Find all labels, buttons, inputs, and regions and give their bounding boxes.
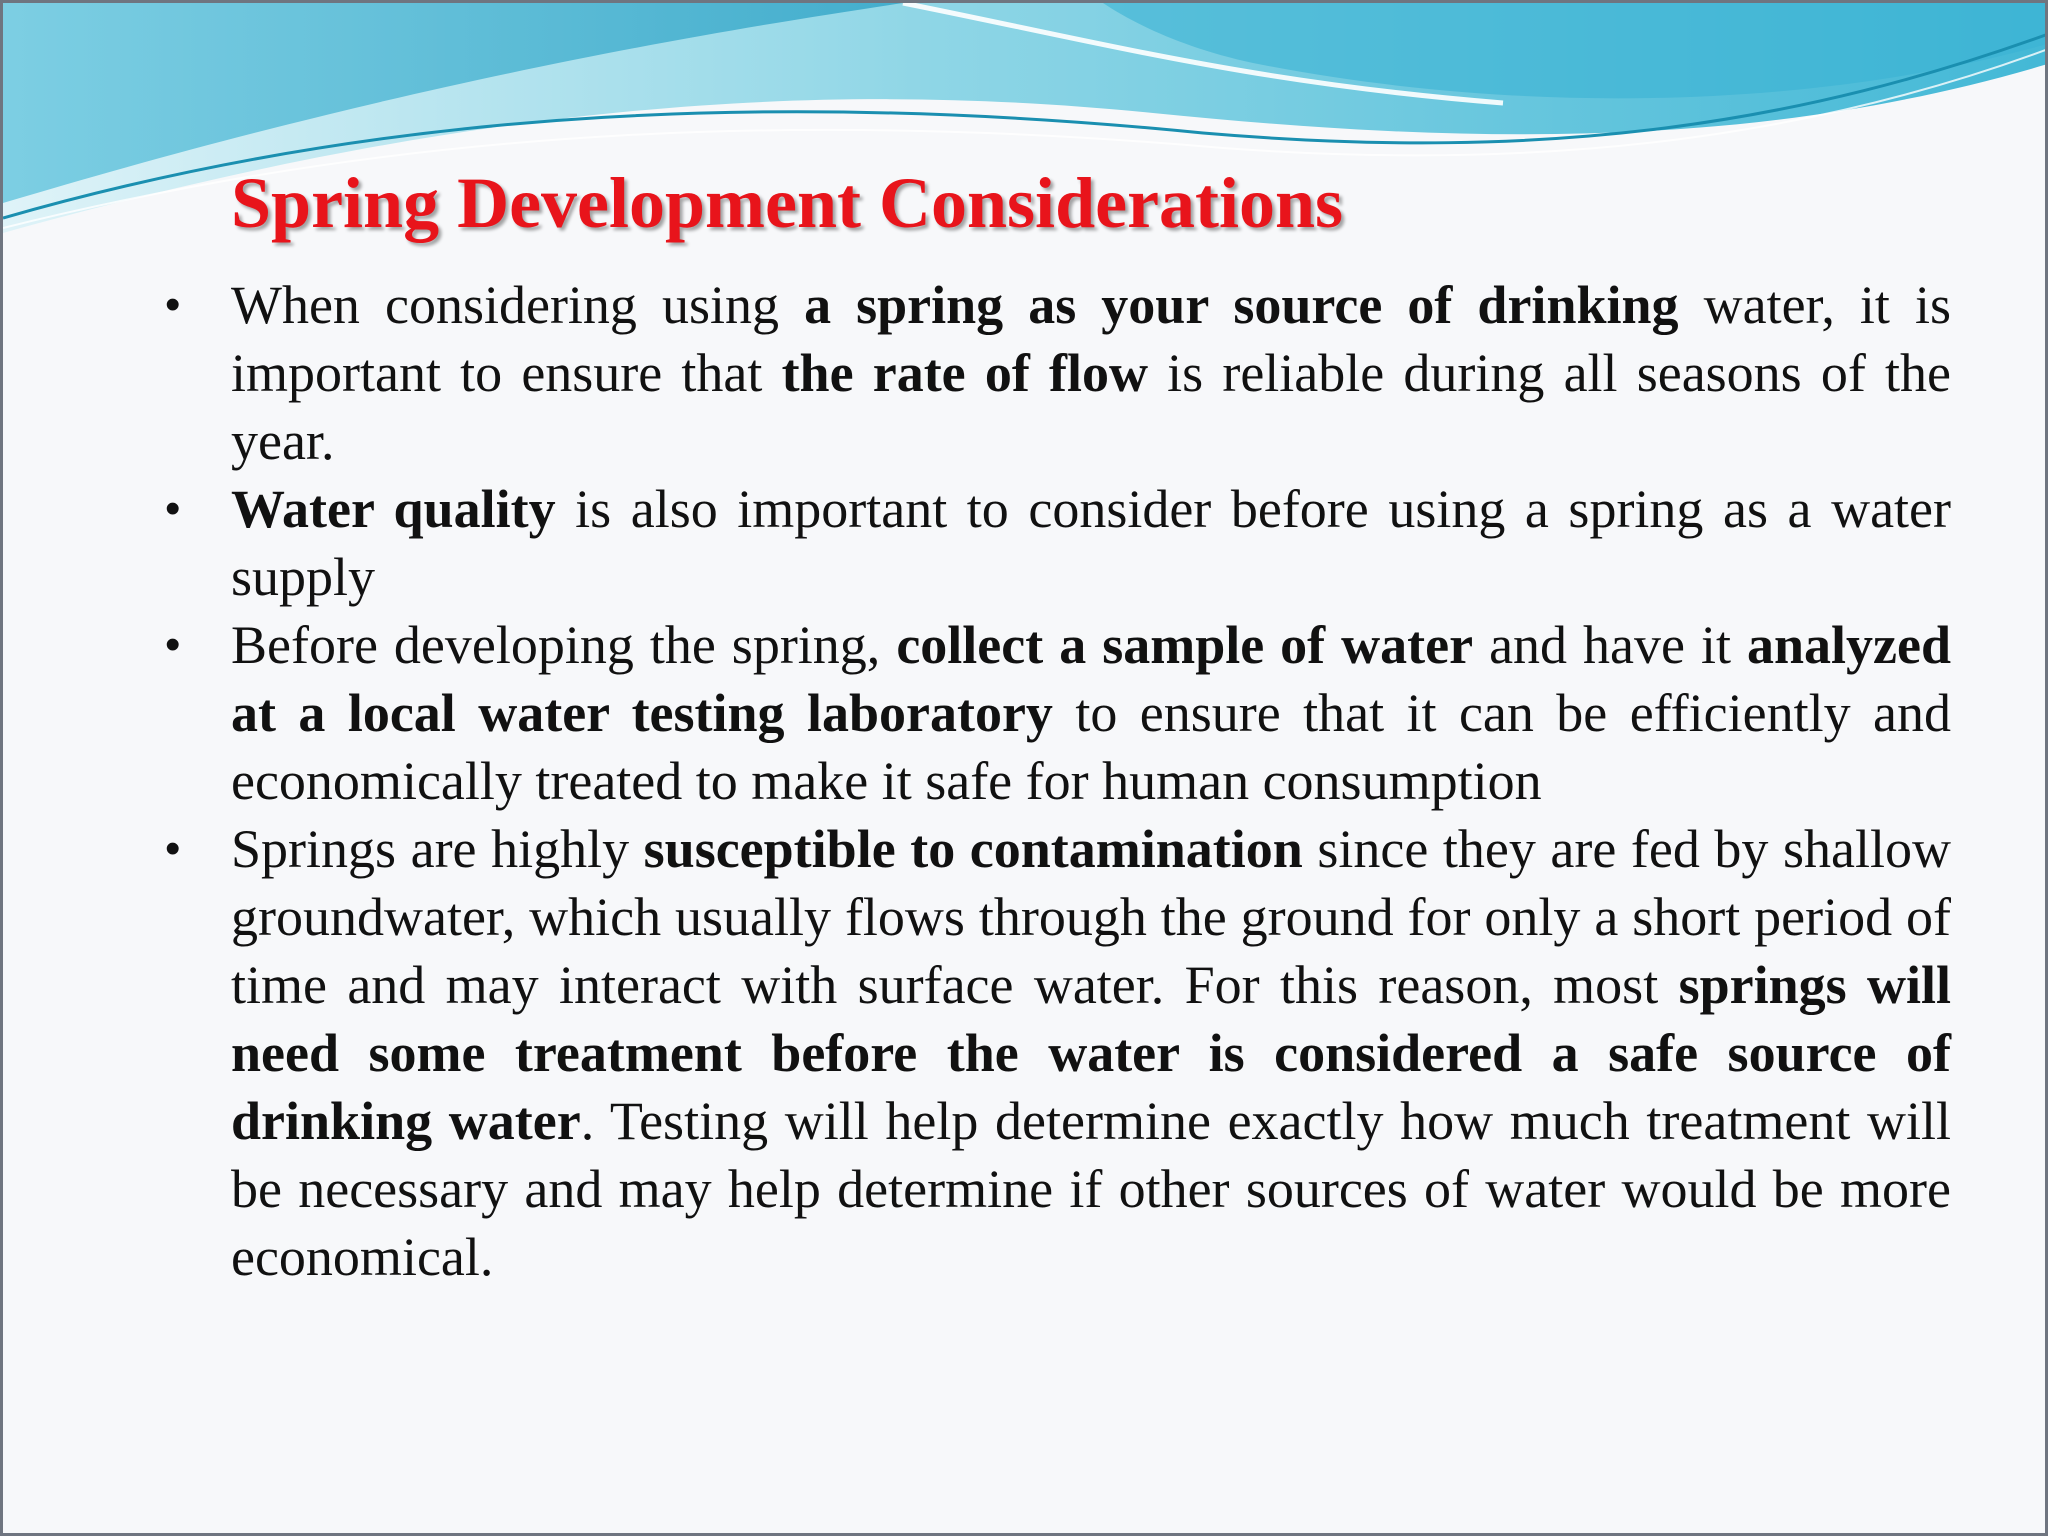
bullet-bold-text: Water quality — [231, 479, 556, 539]
bullet-text: is also important to consider before using a spring as a water supply — [231, 479, 1951, 607]
bullet-text: and have it — [1473, 615, 1747, 675]
bullet-bold-text: a spring as your source of drinking — [804, 275, 1679, 335]
bullet-dot: • — [165, 620, 181, 669]
bullet-text: to ensure that it can be efficiently and economically treated to make it safe for human consumption — [231, 683, 1951, 811]
bullet-item-3 — [165, 611, 1951, 815]
bullet-item-1 — [165, 271, 1951, 475]
bullet-text: is reliable during all seasons of the year. — [231, 343, 1951, 471]
bullet-bold-text: collect a sample of water — [896, 615, 1474, 675]
bullet-dot: • — [165, 824, 181, 873]
bullet-item-2 — [165, 475, 1951, 611]
bullet-item-4 — [165, 815, 1951, 1291]
bullet-text: Before developing the spring, — [231, 615, 897, 675]
bullet-list — [165, 271, 1951, 1291]
slide-title: Spring Development Considerations — [231, 163, 1344, 243]
bullet-text: . Testing will help determine exactly how much treatment will be necessary and may help determine if other sources of water would be more economical. — [231, 1091, 1951, 1287]
bullet-bold-text: analyzed at a local water testing laboratory — [231, 615, 1951, 743]
bullet-bold-text: the rate of flow — [781, 343, 1148, 403]
bullet-bold-text: springs will need some treatment before the water is considered a safe source of drinking water — [231, 955, 1951, 1151]
bullet-dot: • — [165, 280, 181, 329]
bullet-text: since they are fed by shallow groundwater, which usually flows through the ground for only a short period of time and may interact with surface water. For this reason, most — [231, 819, 1951, 1015]
bullet-dot: • — [165, 484, 181, 533]
bullet-text: When considering using — [231, 275, 805, 335]
bullet-text: water, it is important to ensure that — [231, 275, 1951, 403]
bullet-bold-text: susceptible to contamination — [643, 819, 1303, 879]
bullet-text: Springs are highly — [231, 819, 644, 879]
